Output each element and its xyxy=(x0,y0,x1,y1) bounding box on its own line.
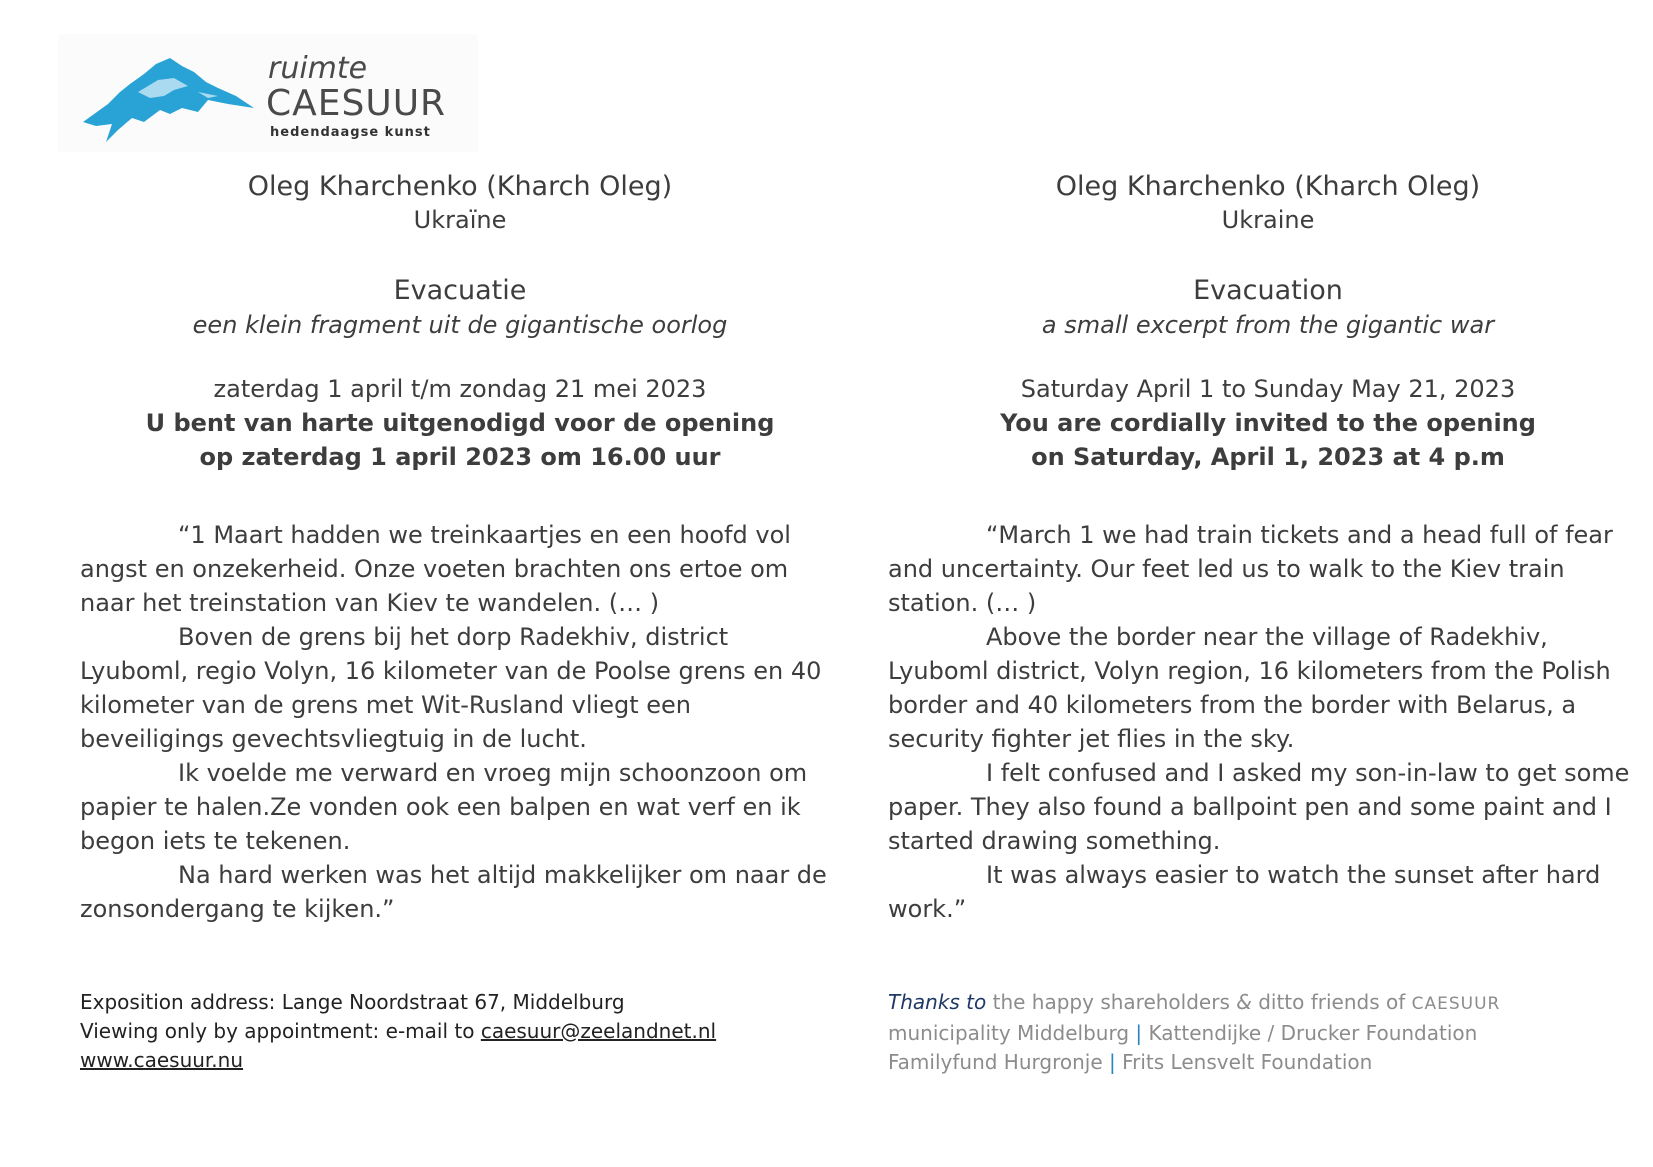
quote-paragraph: Boven de grens bij het dorp Radekhiv, district Lyuboml, regio Volyn, 16 kilometer van de Poolse grens en 40 kilometer van de grens met Wit-Rusland vliegt een beveiligings gevechtsvliegtuig in de lucht. xyxy=(80,623,822,753)
quote-paragraph: Above the border near the village of Radekhiv, Lyuboml district, Volyn region, 16 kilometers from the Polish border and 40 kilometers from the border with Belarus, a security fighter jet flies in the sky. xyxy=(888,623,1611,753)
country: Ukraïne xyxy=(413,206,507,234)
logo-text-ruimte: ruimte xyxy=(268,51,368,86)
quote-paragraph: It was always easier to watch the sunset after hard work.” xyxy=(888,861,1601,923)
shareholders-text: the happy shareholders xyxy=(986,990,1237,1014)
invitation-line-2: on Saturday, April 1, 2023 at 4 p.m xyxy=(1031,443,1505,471)
website-row xyxy=(80,1046,716,1075)
credits-line-3 xyxy=(888,1048,1500,1077)
exposition-address: Exposition address: Lange Noordstraat 67, Middelburg xyxy=(80,990,625,1014)
quote-paragraph: Ik voelde me verward en vroeg mijn schoonzoon om papier te halen.Ze vonden ook een balpen en wat verf en ik begon iets te tekenen. xyxy=(80,759,808,855)
viewing-text: Viewing only by appointment: e-mail to xyxy=(80,1019,481,1043)
lensvelt-foundation: Frits Lensvelt Foundation xyxy=(1115,1050,1373,1074)
quote-paragraph: “March 1 we had train tickets and a head full of fear and uncertainty. Our feet led us to walk to the Kiev train station. (… ) xyxy=(888,521,1613,617)
invitation-line-2: op zaterdag 1 april 2023 om 16.00 uur xyxy=(199,443,721,471)
dutch-column xyxy=(80,170,840,926)
exhibition-dates: zaterdag 1 april t/m zondag 21 mei 2023 xyxy=(213,375,707,403)
viewing-info xyxy=(80,1017,716,1046)
friends-text: ditto friends of xyxy=(1251,990,1412,1014)
credits-line-1 xyxy=(888,988,1500,1019)
country: Ukraine xyxy=(1221,206,1315,234)
exhibition-title: Evacuatie xyxy=(393,275,527,306)
exhibition-subtitle: een klein fragment uit de gigantische oorlog xyxy=(192,311,728,339)
website-link[interactable]: www.caesuur.nu xyxy=(80,1048,244,1072)
contact-info xyxy=(80,988,716,1075)
caesuur-name: CAESUUR xyxy=(1411,994,1501,1014)
credits-line-2 xyxy=(888,1019,1500,1048)
separator: | xyxy=(1109,1050,1116,1074)
kattendijke-foundation: Kattendijke / Drucker Foundation xyxy=(1142,1021,1478,1045)
ampersand: & xyxy=(1236,990,1252,1014)
email-link[interactable]: caesuur@zeelandnet.nl xyxy=(480,1019,717,1043)
exhibition-dates: Saturday April 1 to Sunday May 21, 2023 xyxy=(1020,375,1516,403)
quote-paragraph: Na hard werken was het altijd makkelijker om naar de zonsondergang te kijken.” xyxy=(80,861,827,923)
english-header xyxy=(888,170,1648,474)
artist-quote xyxy=(888,518,1648,926)
artist-name: Oleg Kharchenko (Kharch Oleg) xyxy=(247,171,673,202)
dutch-header xyxy=(80,170,840,474)
quote-paragraph: “1 Maart hadden we treinkaartjes en een hoofd vol angst en onzekerheid. Onze voeten brachten ons ertoe om naar het treinstation van Kiev te wandelen. (… ) xyxy=(80,521,791,617)
artist-quote xyxy=(80,518,840,926)
mountain-logo-icon xyxy=(78,52,268,147)
logo-text-caesuur: CAESUUR xyxy=(266,83,447,124)
artist-name: Oleg Kharchenko (Kharch Oleg) xyxy=(1055,171,1481,202)
caesuur-logo xyxy=(58,34,478,152)
exhibition-subtitle: a small excerpt from the gigantic war xyxy=(1041,311,1495,339)
quote-paragraph: I felt confused and I asked my son-in-law to get some paper. They also found a ballpoint pen and some paint and I started drawing something. xyxy=(888,759,1630,855)
separator: | xyxy=(1135,1021,1143,1045)
sponsor-credits xyxy=(888,988,1500,1077)
logo-text-subtitle: hedendaagse kunst xyxy=(270,125,431,140)
exhibition-title: Evacuation xyxy=(1193,275,1343,306)
invitation-line-1: U bent van harte uitgenodigd voor de opening xyxy=(145,409,775,437)
municipality: municipality Middelburg xyxy=(888,1021,1136,1045)
english-column xyxy=(888,170,1648,926)
familyfund: Familyfund Hurgronje xyxy=(888,1050,1109,1074)
thanks-label: Thanks to xyxy=(888,990,987,1014)
invitation-line-1: You are cordially invited to the opening xyxy=(1000,409,1536,437)
